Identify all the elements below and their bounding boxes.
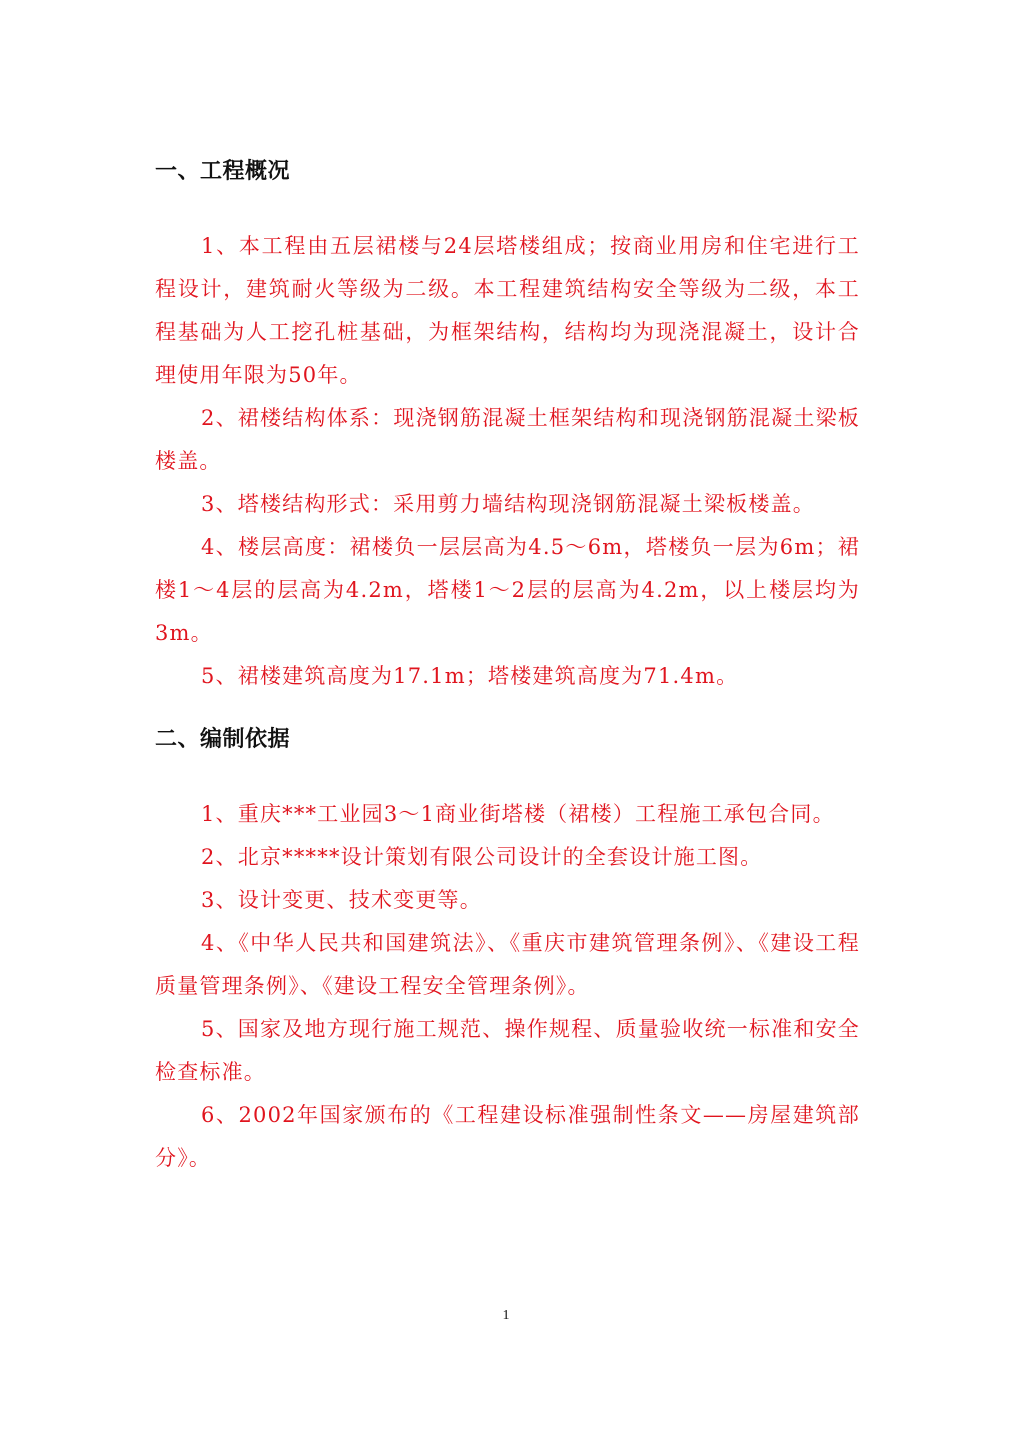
page-number: 1 xyxy=(502,1308,510,1323)
basis-paragraph-3: 3、设计变更、技术变更等。 xyxy=(201,888,482,912)
overview-paragraph-5: 5、裙楼建筑高度为17.1m；塔楼建筑高度为71.4m。 xyxy=(201,664,739,688)
overview-paragraph-3: 3、塔楼结构形式：采用剪力墙结构现浇钢筋混凝土梁板楼盖。 xyxy=(201,492,815,516)
overview-paragraph-1: 1、本工程由五层裙楼与24层塔楼组成；按商业用房和住宅进行工程设计，建筑耐火等级为二级。本工程建筑结构安全等级为二级，本工程基础为人工挖孔桩基础，为框架结构，结构均为现浇混凝土，设计合理使用年限为50年。 xyxy=(155,234,860,387)
section-heading-project-overview: 一、工程概况 xyxy=(155,159,291,184)
overview-paragraph-4: 4、楼层高度：裙楼负一层层高为4.5～6m，塔楼负一层为6m；裙楼1～4层的层高为4.2m，塔楼1～2层的层高为4.2m，以上楼层均为3m。 xyxy=(155,535,860,645)
overview-paragraph-2: 2、裙楼结构体系：现浇钢筋混凝土框架结构和现浇钢筋混凝土梁板楼盖。 xyxy=(155,406,860,473)
basis-paragraph-2: 2、北京*****设计策划有限公司设计的全套设计施工图。 xyxy=(201,845,763,869)
document-content xyxy=(155,150,860,1180)
section-heading-compilation-basis: 二、编制依据 xyxy=(155,727,291,752)
basis-paragraph-4: 4、《中华人民共和国建筑法》、《重庆市建筑管理条例》、《建设工程质量管理条例》、《建设工程安全管理条例》。 xyxy=(155,931,860,998)
basis-paragraph-6: 6、2002年国家颁布的《工程建设标准强制性条文——房屋建筑部分》。 xyxy=(155,1103,860,1170)
basis-paragraph-1: 1、重庆***工业园3～1商业街塔楼（裙楼）工程施工承包合同。 xyxy=(201,802,835,826)
basis-paragraph-5: 5、国家及地方现行施工规范、操作规程、质量验收统一标准和安全检查标准。 xyxy=(155,1017,860,1084)
